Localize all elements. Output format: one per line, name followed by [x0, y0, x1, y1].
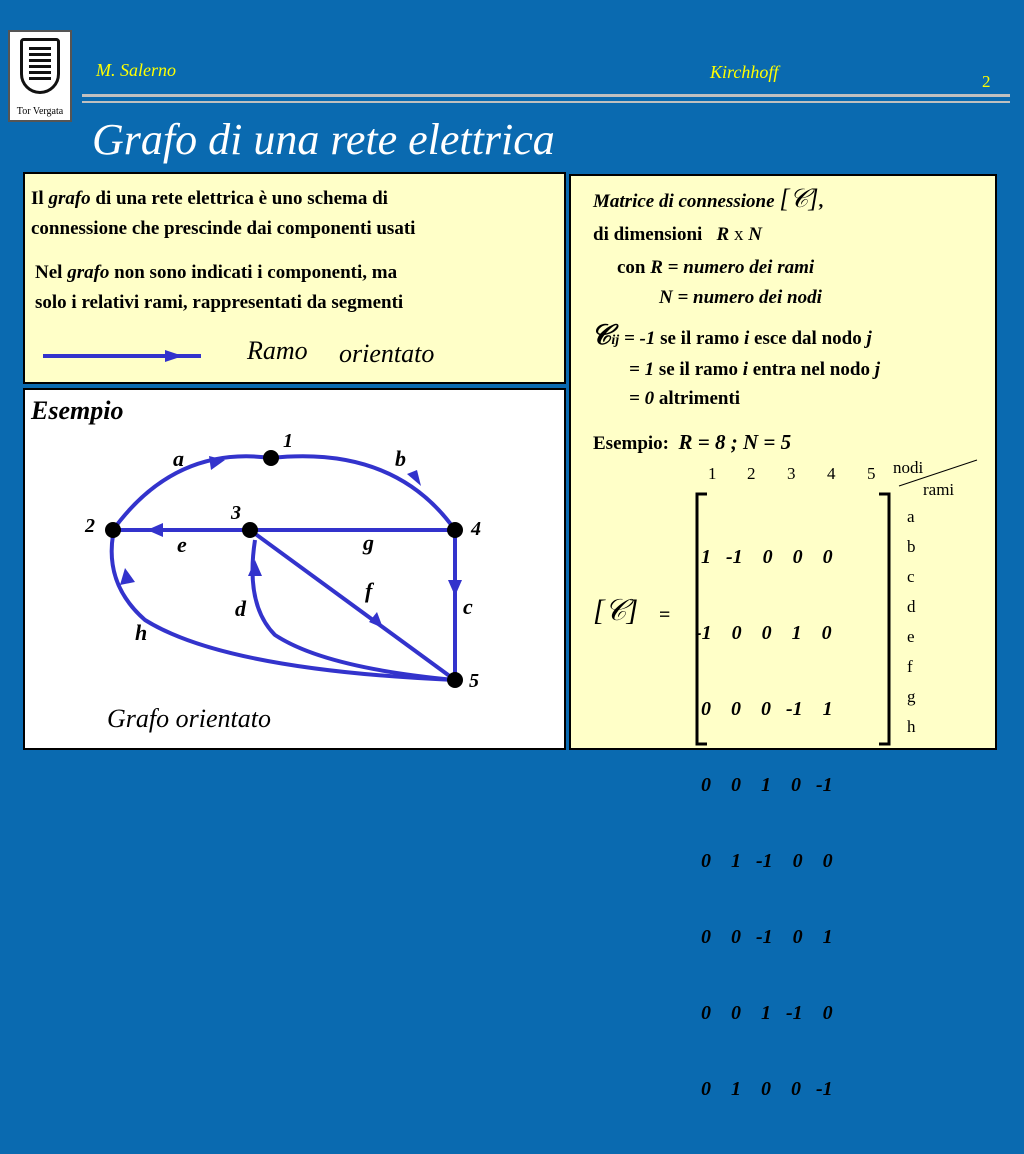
university-logo [8, 30, 72, 122]
slide-title: Grafo di una rete elettrica [92, 115, 555, 164]
row-label-g: g [907, 687, 916, 706]
graph-caption: Grafo orientato [107, 704, 271, 733]
header-divider [82, 94, 1010, 97]
nodi-label: nodi [893, 458, 924, 477]
node-5 [447, 672, 463, 688]
row-label-f: f [907, 657, 913, 676]
rule-zero: = 0 altrimenti [629, 388, 741, 409]
node-4 [447, 522, 463, 538]
matrix-row-e: 0 1 -1 0 0 [701, 850, 833, 872]
rami-label: rami [923, 480, 955, 499]
branch-label-a: a [173, 446, 184, 471]
oriented-graph [25, 390, 566, 750]
matrix-symbol: [𝒞] [593, 594, 639, 627]
arrow-c-icon [448, 580, 462, 596]
rule-plus-one: = 1 se il ramo i entra nel nodo j [629, 359, 880, 380]
node-2 [105, 522, 121, 538]
matrix-row-h: 0 1 0 0 -1 [701, 1078, 833, 1100]
branch-label-h: h [135, 620, 148, 645]
definition-line-4: solo i relativi rami, rappresentati da segmenti [35, 292, 404, 313]
col-header-1: 1 [708, 464, 717, 483]
matrix-equals: = [659, 604, 671, 626]
example-heading: Esempio [31, 396, 124, 425]
example-dimensions: Esempio: R = 8 ; N = 5 [593, 430, 792, 454]
shield-icon [20, 38, 60, 94]
node-label-1: 1 [283, 430, 293, 452]
matrix-row-f: 0 0 -1 0 1 [701, 926, 833, 948]
matrix-row-g: 0 0 1 -1 0 [701, 1002, 833, 1024]
topic-label: Kirchhoff [710, 62, 779, 82]
arrow-f-icon [369, 612, 383, 628]
row-label-b: b [907, 537, 916, 556]
row-label-d: d [907, 597, 916, 616]
logo-caption: Tor Vergata [16, 106, 64, 117]
node-label-4: 4 [471, 518, 481, 540]
row-label-c: c [907, 567, 915, 586]
oriented-branch-arrow-icon [43, 346, 208, 366]
node-label-2: 2 [85, 515, 95, 537]
col-header-4: 4 [827, 464, 836, 483]
branch-f [250, 530, 455, 680]
col-header-2: 2 [747, 464, 756, 483]
arrow-h-icon [120, 568, 135, 585]
branch-a [113, 456, 271, 530]
node-label-3: 3 [231, 502, 241, 524]
definition-line-1: Il grafo di una rete elettrica è uno schema di [31, 188, 388, 209]
node-1 [263, 450, 279, 466]
example-graph-panel [23, 388, 566, 750]
arrow-e-icon [147, 523, 163, 537]
branch-label-f: f [365, 578, 373, 603]
branch-label-b: b [395, 446, 406, 471]
matrix-body [695, 500, 881, 1154]
legend-label-ramo: Ramo [247, 336, 308, 365]
matrix-row-a: 1 -1 0 0 0 [701, 546, 833, 568]
header-divider-thin [82, 101, 1010, 103]
matrix-row-c: 0 0 0 -1 1 [701, 698, 833, 720]
node-3 [242, 522, 258, 538]
node-label-5: 5 [469, 670, 479, 692]
branch-label-g: g [363, 530, 374, 555]
header-diagonal [897, 458, 981, 488]
row-label-e: e [907, 627, 915, 646]
definition-panel [23, 172, 566, 384]
branch-b [271, 456, 455, 530]
legend-label-orientato: orientato [339, 339, 435, 368]
rule-minus-one: 𝒞ij = -1 se il ramo i esce dal nodo j [591, 320, 872, 351]
branch-label-d: d [235, 596, 246, 621]
arrow-d-icon [248, 560, 262, 576]
definition-line-3: Nel grafo non sono indicati i componenti, ma [35, 262, 398, 283]
matrix-row-d: 0 0 1 0 -1 [701, 774, 833, 796]
matrix-definition-line: Matrice di connessione [𝒞], [593, 184, 824, 213]
col-header-5: 5 [867, 464, 876, 483]
definition-line-2: connessione che prescinde dai componenti usati [31, 218, 416, 239]
slide-number: 2 [982, 72, 991, 91]
nodi-definition: N = numero dei nodi [659, 287, 822, 308]
author-label: M. Salerno [96, 60, 176, 80]
matrix-dimensions-line: di dimensioni R x N [593, 224, 762, 245]
row-label-a: a [907, 507, 915, 526]
branch-label-e: e [177, 532, 187, 557]
rami-definition: con R = numero dei rami [617, 257, 815, 278]
connection-matrix-panel [569, 174, 997, 1100]
branch-label-c: c [463, 594, 473, 619]
col-header-3: 3 [787, 464, 796, 483]
matrix-row-b: -1 0 0 1 0 [695, 622, 832, 644]
row-labels [907, 502, 916, 742]
row-label-h: h [907, 717, 916, 736]
